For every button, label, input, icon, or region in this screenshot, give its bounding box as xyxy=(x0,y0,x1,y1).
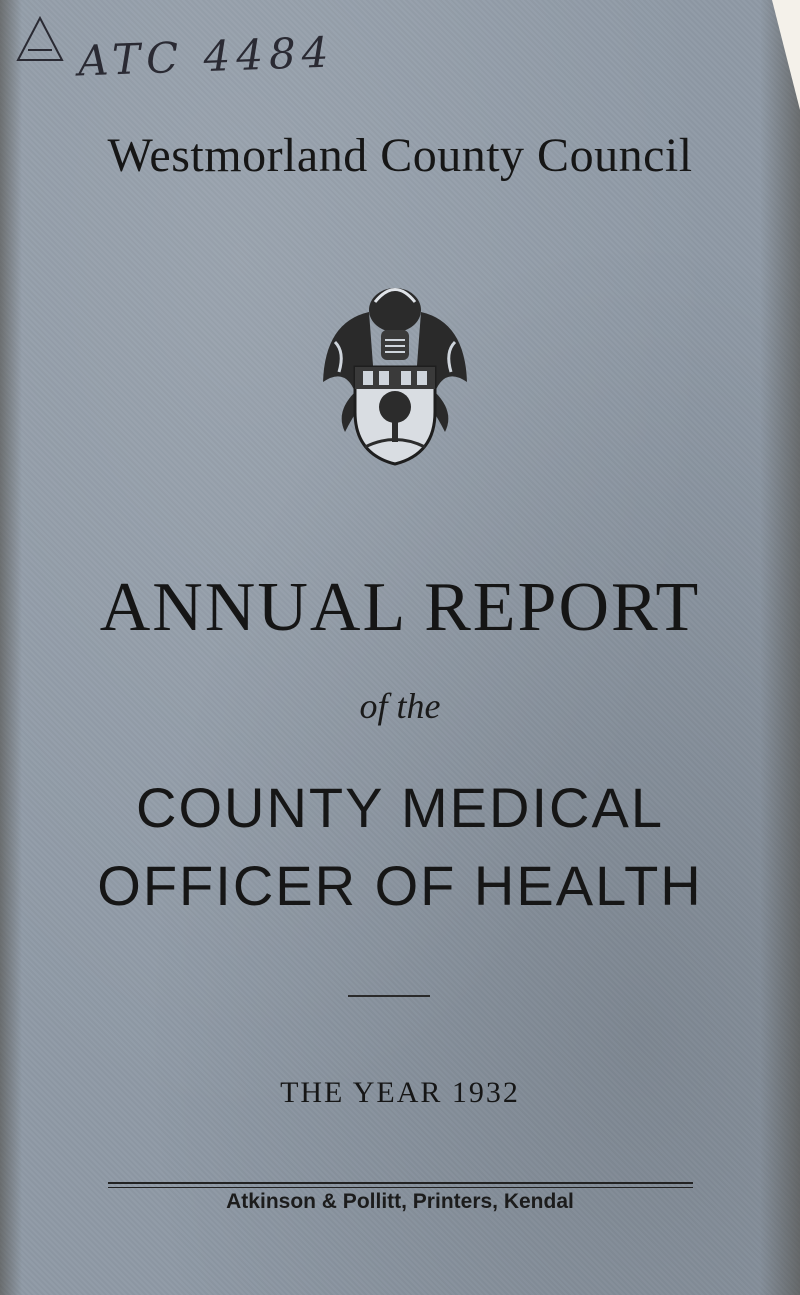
county-crest-icon xyxy=(305,272,485,472)
divider-short xyxy=(348,995,430,997)
officer-title-line-2: OFFICER OF HEALTH xyxy=(97,854,703,917)
council-name: Westmorland County Council xyxy=(107,129,693,182)
library-stamp-icon xyxy=(10,10,70,70)
report-title: ANNUAL REPORT xyxy=(99,569,701,646)
officer-title-line-1: COUNTY MEDICAL xyxy=(136,776,664,839)
report-year: THE YEAR 1932 xyxy=(280,1076,520,1109)
printer-imprint: Atkinson & Pollitt, Printers, Kendal xyxy=(226,1190,574,1213)
divider-double-top xyxy=(108,1182,693,1184)
divider-double-bottom xyxy=(108,1187,693,1188)
page-corner-fold xyxy=(772,0,800,110)
title-connector: of the xyxy=(359,686,441,726)
handwritten-catalog-number: ATC 4484 xyxy=(77,27,336,86)
